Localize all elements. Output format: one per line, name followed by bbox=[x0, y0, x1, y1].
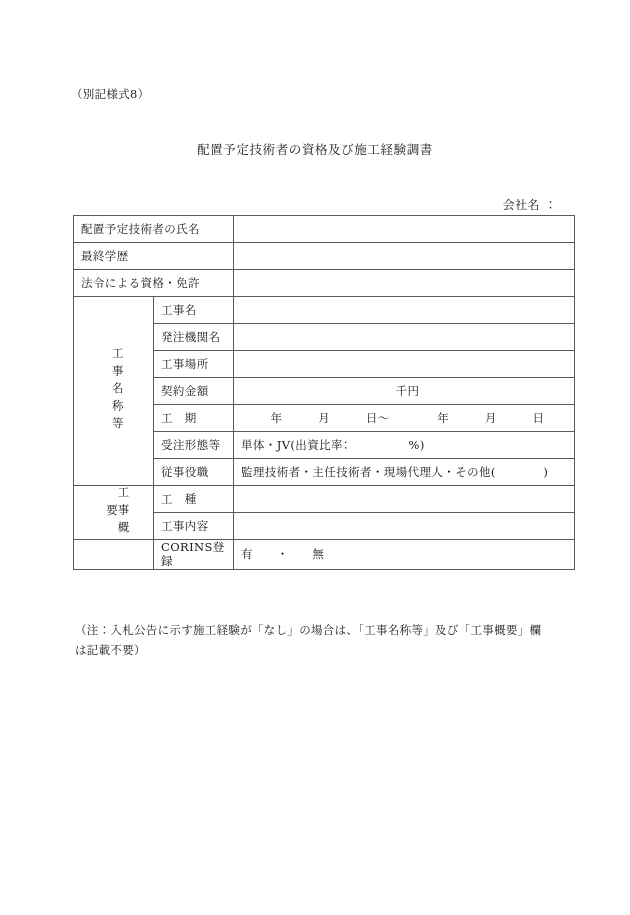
row-value-work-type[interactable] bbox=[234, 486, 575, 513]
table-row bbox=[74, 243, 575, 270]
row-value-engineer-name[interactable] bbox=[234, 216, 575, 243]
form-number: （別記様式8） bbox=[71, 87, 150, 101]
row-label-construction-period: 工 期 bbox=[154, 405, 234, 432]
row-value-contract-amount[interactable]: 千円 bbox=[234, 378, 575, 405]
row-label-legal-qualifications: 法令による資格・免許 bbox=[74, 270, 234, 297]
company-name-label: 会社名 ： bbox=[502, 198, 557, 212]
row-value-job-position[interactable]: 監理技術者・主任技術者・現場代理人・その他( ) bbox=[234, 459, 575, 486]
section-label-project-name-text: 工事名称等 bbox=[110, 347, 125, 435]
footnote-line-2: は記載不要） bbox=[75, 643, 146, 658]
table-row bbox=[74, 270, 575, 297]
section-label-project-outline bbox=[74, 486, 154, 540]
table-row bbox=[74, 216, 575, 243]
row-value-ordering-agency[interactable] bbox=[234, 324, 575, 351]
row-value-work-details[interactable] bbox=[234, 513, 575, 540]
table-row bbox=[74, 540, 575, 570]
row-label-ordering-agency: 発注機関名 bbox=[154, 324, 234, 351]
footnote-line-1: （注：入札公告に示す施工経験が「なし」の場合は、「工事名称等」及び「工事概要」欄 bbox=[75, 623, 542, 637]
table-row bbox=[74, 297, 575, 324]
row-label-project-title: 工事名 bbox=[154, 297, 234, 324]
row-label-work-details: 工事内容 bbox=[154, 513, 234, 540]
footnote bbox=[75, 620, 561, 660]
row-value-corins-registration[interactable]: 有 ・ 無 bbox=[234, 540, 575, 570]
row-value-legal-qualifications[interactable] bbox=[234, 270, 575, 297]
spacer-cell bbox=[74, 540, 154, 570]
page-title: 配置予定技術者の資格及び施工経験調書 bbox=[197, 142, 433, 157]
row-value-project-location[interactable] bbox=[234, 351, 575, 378]
row-value-contract-form[interactable]: 単体・JV(出資比率： %) bbox=[234, 432, 575, 459]
row-label-contract-amount: 契約金額 bbox=[154, 378, 234, 405]
row-label-contract-form: 受注形態等 bbox=[154, 432, 234, 459]
section-label-project-name bbox=[74, 297, 154, 486]
row-label-project-location: 工事場所 bbox=[154, 351, 234, 378]
qualification-experience-table bbox=[73, 215, 575, 570]
row-value-construction-period[interactable]: 年 月 日〜 年 月 日 bbox=[234, 405, 575, 432]
row-value-project-title[interactable] bbox=[234, 297, 575, 324]
row-value-final-education[interactable] bbox=[234, 243, 575, 270]
row-label-final-education: 最終学歴 bbox=[74, 243, 234, 270]
row-label-corins-registration: CORINS登録 bbox=[154, 540, 234, 570]
section-label-project-outline-text: 工事概要 bbox=[105, 486, 131, 539]
row-label-work-type: 工 種 bbox=[154, 486, 234, 513]
row-label-job-position: 従事役職 bbox=[154, 459, 234, 486]
table-row bbox=[74, 486, 575, 513]
row-label-engineer-name: 配置予定技術者の氏名 bbox=[74, 216, 234, 243]
